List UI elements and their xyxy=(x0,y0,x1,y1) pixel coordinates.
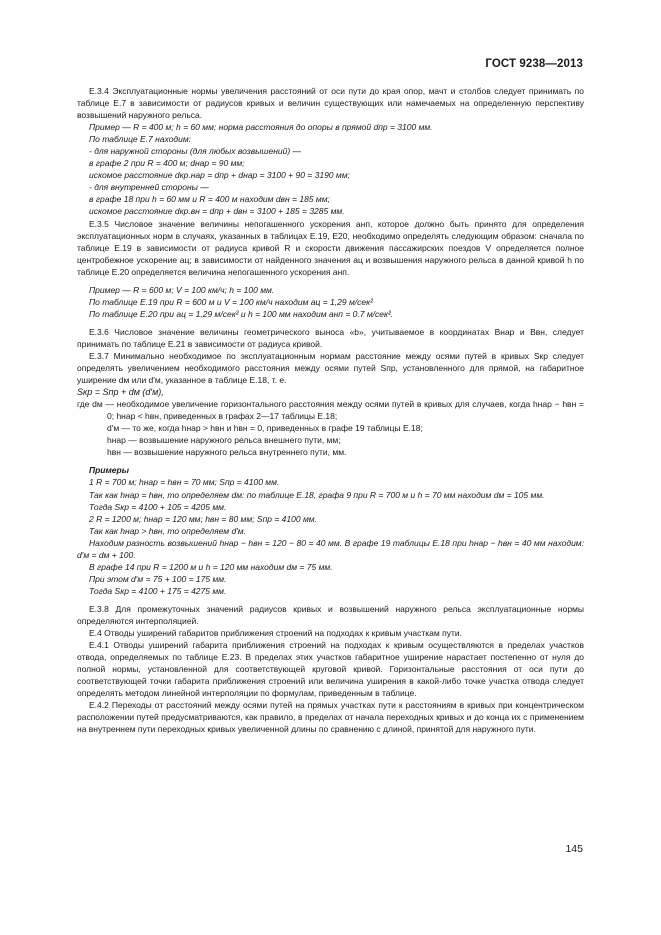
paragraph-e34: Е.3.4 Эксплуатационные нормы увеличения расстояний от оси пути до края опор, мачт и столбов следует принимать по таблице Е.7 в зависимости от радиусов кривых и величин существующих или намечаемых на определенную перспективу возвышений наружного рельса. xyxy=(77,86,584,121)
definition-hvn: hвн — возвышение наружного рельса внутреннего пути, мм. xyxy=(107,447,347,458)
example-e34-line6: - для внутренней стороны — xyxy=(89,182,209,193)
examples-heading: Примеры xyxy=(89,465,129,476)
example-e37-line2: Так как hнар = hвн, то определяем dм: по таблице Е.18, графа 9 при R = 700 м и h = 70 мм находим dм = 105 мм. xyxy=(89,489,545,500)
definition-dm: где dм — необходимое увеличение горизонтального расстояния между осями путей в кривых для случаев, когда hнар − hвн = 0; hнар < hвн, приведенных в графах 2—17 таблицы Е.18; xyxy=(77,399,584,422)
example-e37-line5: Так как hнар > hвн, то определяем d′м. xyxy=(89,525,246,536)
example-e34-line3: - для наружной стороны (для любых возвышений) — xyxy=(89,146,302,157)
example-e37-line8: При этом d′м = 75 + 100 = 175 мм. xyxy=(89,573,227,584)
page-number: 145 xyxy=(565,843,583,855)
example-e34-line2: По таблице Е.7 находим: xyxy=(89,134,192,145)
document-body xyxy=(77,85,584,735)
paragraph-e37: Е.3.7 Минимально необходимое по эксплуатационным нормам расстояние между осями путей в кривых Sкр следует определять увеличением необходимого расстояния между осями путей Sпр, установленного для прямой, на габаритное уширение dм или d′м, указанное в таблице Е.18, т. е. xyxy=(77,350,584,386)
example-e34-line4: в графе 2 при R = 400 м; dнар = 90 мм; xyxy=(89,158,245,169)
example-e37-line9: Тогда Sкр = 4100 + 175 = 4275 мм. xyxy=(89,585,227,596)
example-e37-line4: 2 R = 1200 м; hнар = 120 мм; hвн = 80 мм; Sпр = 4100 мм. xyxy=(89,513,317,524)
example-e37-line1: 1 R = 700 м; hнар = hвн = 70 мм; Sпр = 4100 мм. xyxy=(89,477,280,488)
example-e34-line8: искомое расстояние dкр.вн = dпр + dвн = 3100 + 185 = 3285 мм. xyxy=(89,206,345,217)
paragraph-e4: Е.4 Отводы уширений габаритов приближения строений на подходах к кривым участкам пути. xyxy=(89,628,462,639)
example-e35-line1: Пример — R = 600 м; V = 100 км/ч; h = 100 мм. xyxy=(89,284,275,295)
paragraph-e42: Е.4.2 Переходы от расстояний между осями путей на прямых участках пути к расстояниям в кривых при концентрическом расположении путей предусматриваются, как правило, в пределах от начала переходных кривых и до конца их с применением на внутреннем пути переходных кривых увеличенной длины по сравнению с длиной, принятой для наружного пути. xyxy=(77,700,584,735)
paragraph-e35: Е.3.5 Числовое значение величины непогашенного ускорения aнп, которое должно быть принято для определения эксплуатационных норм в случаях, указанных в таблицах Е.19, Е20, необходимо определять следующим образом: сначала по таблице Е.19 в зависимости от радиуса кривой R и скорости движения пассажирских поездов V определяется полное центробежное ускорение aц; в зависимости от найденного значения aц и возвышения наружного рельса в данной кривой h по таблице Е.20 определяется величина непогашенного ускорения aнп. xyxy=(77,218,584,277)
example-e35-line2: По таблице Е.19 при R = 600 м и V = 100 км/ч находим aц = 1,29 м/сек² xyxy=(89,296,373,307)
definition-dm-prime: d′м — то же, когда hнар > hвн и hвн = 0, приведенных в графе 19 таблицы Е.18; xyxy=(107,423,423,434)
example-e34-line7: в графе 18 при h = 60 мм и R = 400 м находим dвн = 185 мм; xyxy=(89,194,330,205)
example-e37-line3: Тогда Sкр = 4100 + 105 = 4205 мм. xyxy=(89,501,227,512)
definition-hnar: hнар — возвышение наружного рельса внешнего пути, мм; xyxy=(107,435,341,446)
example-e34-line5: искомое расстояние dкр.нар = dпр + dнар = 3100 + 90 = 3190 мм; xyxy=(89,170,350,181)
paragraph-e41: Е.4.1 Отводы уширений габарита приближения строений на подходах к кривым осуществляются в пределах участков отвода, определяемых по таблице Е.23. В пределах этих участков габаритное уширение нарастает постепенно от нуля до полной нормы, установленной для соответствующей круговой кривой. Горизонтальные расстояния от оси пути до соответствующей точки габарита приближения строений или величина уширения в какой-либо точке участка отвода следует определять методом линейной интерполяции по формулам, приведенным в таблице. xyxy=(77,640,584,699)
example-e37-line7: В графе 14 при R = 1200 м и h = 120 мм находим dм = 75 мм. xyxy=(89,561,333,572)
formula-skr: Sкр = Sпр + dм (d′м), xyxy=(77,387,164,398)
example-e35-line3: По таблице Е.20 при aц = 1,29 м/сек² и h = 100 мм находим aнп = 0.7 м/сек². xyxy=(89,308,394,319)
document-id: ГОСТ 9238—2013 xyxy=(485,58,583,70)
example-e34-line1: Пример — R = 400 м; h = 60 мм; норма расстояния до опоры в прямой dпр = 3100 мм. xyxy=(89,122,433,133)
paragraph-e38: Е.3.8 Для промежуточных значений радиусов кривых и возвышений наружного рельса эксплуатационные нормы определяются интерполяцией. xyxy=(77,603,584,626)
paragraph-e36: Е.3.6 Числовое значение величины геометрического выноса «b», учитываемое в координатах Bнар и Bвн, следует принимать по таблице Е.21 в зависимости от радиуса кривой. xyxy=(77,326,584,349)
example-e37-line6: Находим разность возвышений hнар − hвн = 120 − 80 = 40 мм. В графе 19 таблицы Е.18 при hнар − hвн = 40 мм находим: d′м = dм + 100. xyxy=(77,537,584,560)
